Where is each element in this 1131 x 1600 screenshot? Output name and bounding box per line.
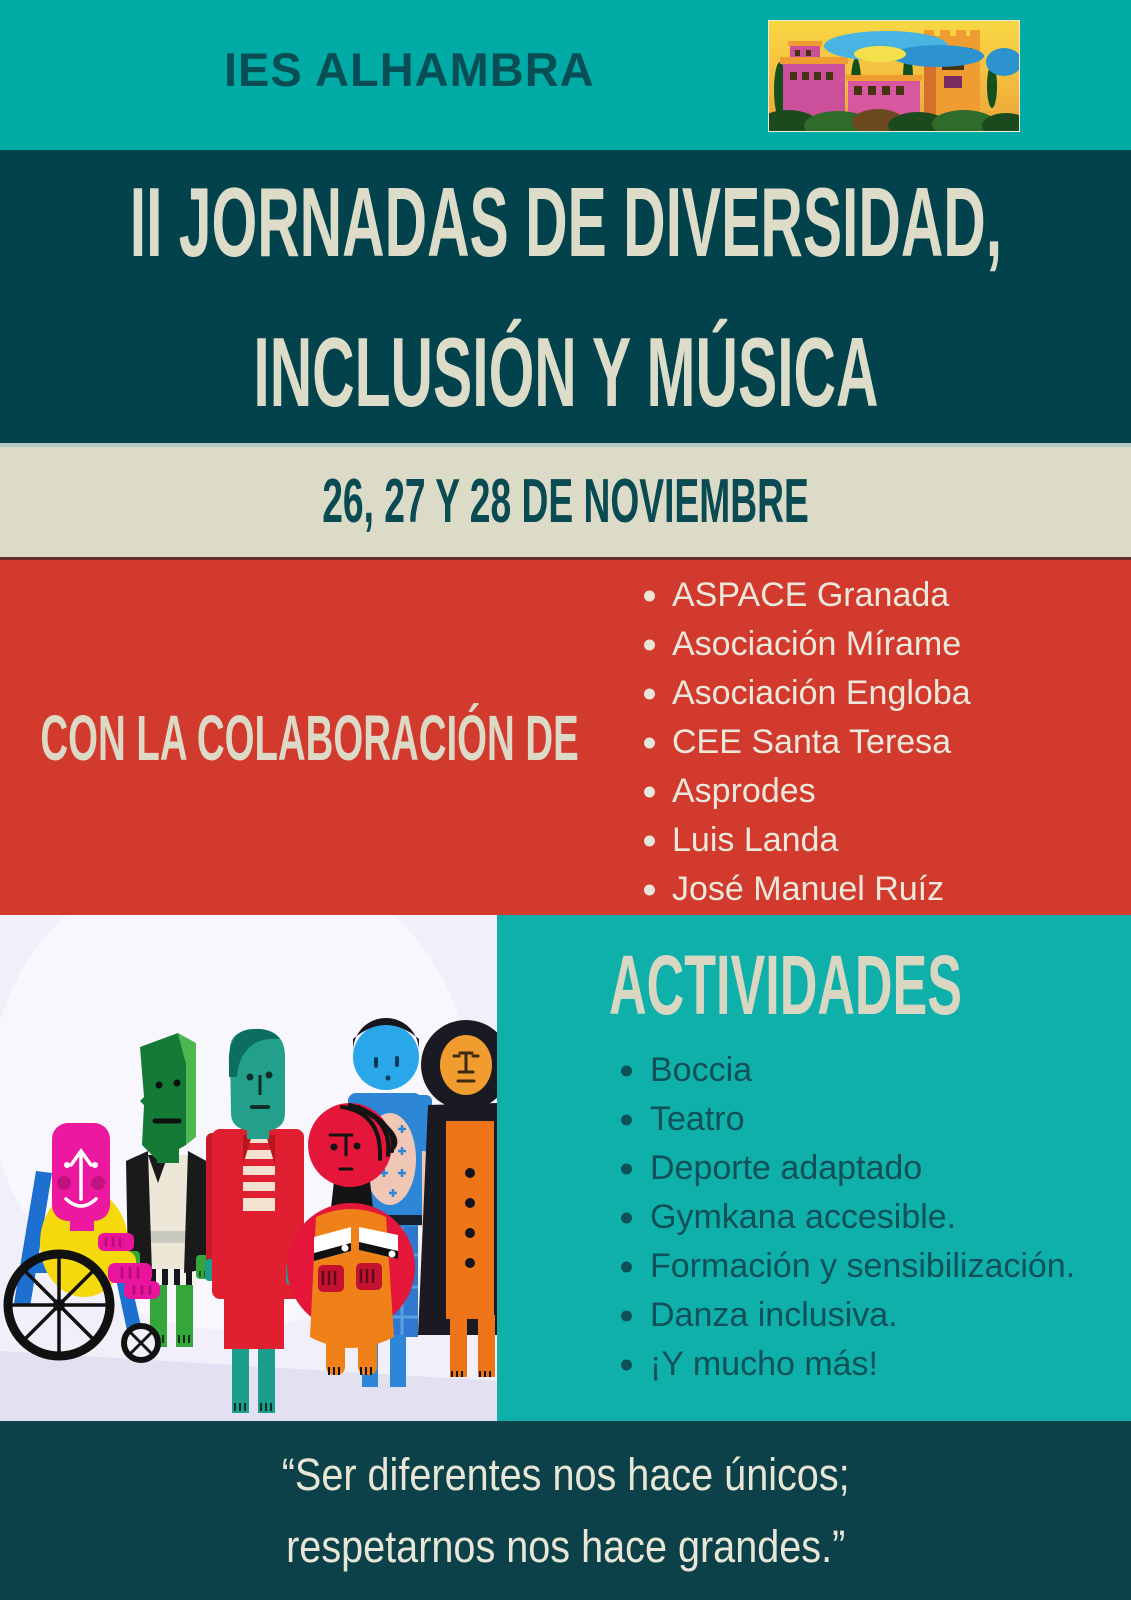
activity-name: Deporte adaptado — [650, 1149, 923, 1187]
alhambra-logo-illustration — [768, 20, 1020, 132]
list-item — [640, 571, 971, 620]
collaborator-name: Luis Landa — [672, 821, 839, 859]
activities-list — [609, 1046, 1075, 1389]
list-item — [640, 669, 971, 718]
list-item — [640, 816, 971, 865]
list-item — [609, 1095, 1075, 1144]
collaborator-name: Asprodes — [672, 772, 816, 810]
list-item — [609, 1144, 1075, 1193]
collaborator-name: José Manuel Ruíz — [672, 870, 945, 908]
header-bar — [0, 0, 1131, 150]
title-line-2: INCLUSIÓN Y MÚSICA — [252, 316, 879, 427]
quote-section — [0, 1421, 1131, 1600]
collaborator-name: Asociación Mírame — [672, 625, 962, 663]
date-band — [0, 443, 1131, 557]
list-item — [609, 1340, 1075, 1389]
activity-name: Teatro — [650, 1100, 745, 1138]
list-item — [609, 1193, 1075, 1242]
hooded-person — [418, 1020, 497, 1377]
list-item — [609, 1046, 1075, 1095]
collaboration-heading-wrap — [0, 560, 620, 915]
list-item — [640, 865, 971, 914]
collaboration-section — [0, 557, 1131, 915]
list-item — [609, 1291, 1075, 1340]
quote-line-2: respetarnos nos hace grandes.” — [285, 1521, 846, 1572]
activity-name: ¡Y mucho más! — [650, 1345, 879, 1383]
collaborator-name: Asociación Engloba — [672, 674, 971, 712]
quote-line-1: “Ser diferentes nos hace únicos; — [281, 1449, 850, 1500]
activities-section — [497, 915, 1131, 1421]
list-item — [640, 767, 971, 816]
activity-name: Formación y sensibilización. — [650, 1247, 1076, 1285]
list-item — [640, 718, 971, 767]
activities-heading: ACTIVIDADES — [609, 938, 963, 1032]
bottom-row — [0, 915, 1131, 1421]
school-name: IES ALHAMBRA — [224, 43, 595, 96]
title-line-1: II JORNADAS DE DIVERSIDAD, — [129, 166, 1002, 277]
activity-name: Boccia — [650, 1051, 753, 1089]
activity-name: Danza inclusiva. — [650, 1296, 898, 1334]
collaborator-name: CEE Santa Teresa — [672, 723, 952, 761]
activity-name: Gymkana accesible. — [650, 1198, 957, 1236]
title-section — [0, 150, 1131, 443]
diversity-people-svg — [0, 915, 497, 1421]
collaboration-list — [640, 571, 971, 914]
diversity-people-illustration — [0, 915, 497, 1421]
collaborator-name: ASPACE Granada — [672, 576, 950, 614]
list-item — [640, 620, 971, 669]
collaboration-heading: CON LA COLABORACIÓN DE — [40, 701, 580, 774]
list-item — [609, 1242, 1075, 1291]
dates-text: 26, 27 Y 28 DE NOVIEMBRE — [322, 467, 809, 536]
